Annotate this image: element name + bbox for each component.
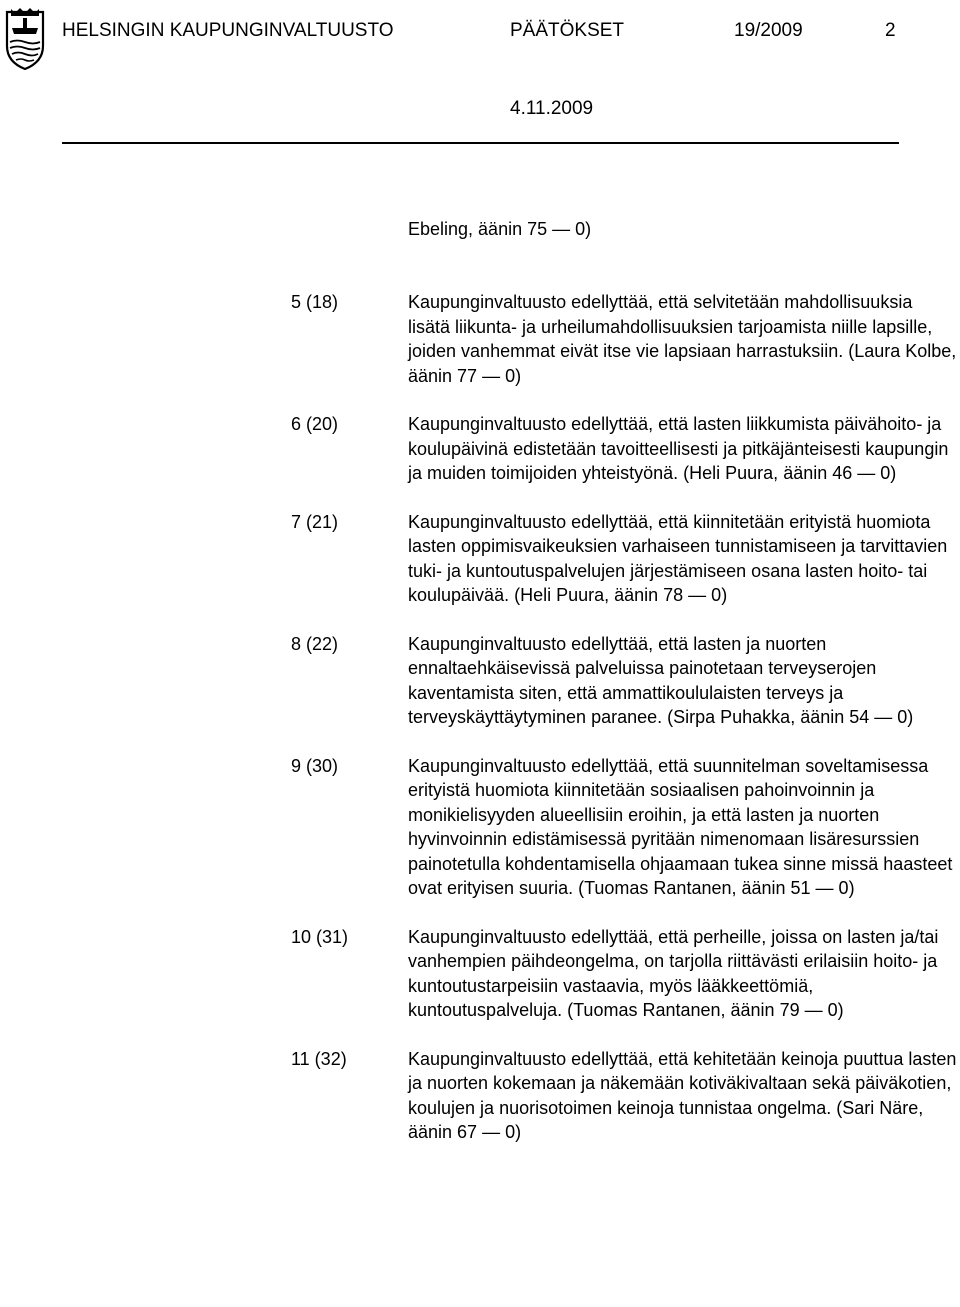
list-item — [0, 412, 960, 485]
list-item — [0, 632, 960, 730]
list-item — [0, 290, 960, 388]
item-number: 7 (21) — [291, 512, 339, 533]
lead-text: Ebeling, äänin 75 — 0) — [408, 219, 592, 239]
item-text: Kaupunginvaltuusto edellyttää, että lasten ja nuorten ennaltaehkäisevissä palveluissa painotetaan terveyserojen kaventamista siten, että ammattikoululaisten terveys ja terveyskäyttäytyminen paranee. (Sirpa Puhakka, äänin 54 — 0) — [408, 634, 914, 728]
header-issue: 19/2009 — [734, 20, 803, 41]
helsinki-crest-icon — [2, 6, 48, 72]
item-text: Kaupunginvaltuusto edellyttää, että lasten liikkumista päivähoito- ja koulupäivinä edistetään tavoitteellisesti ja pitkäjänteisesti kaupungin ja muiden toimijoiden yhteistyönä. (Heli Puura, äänin 46 — 0) — [408, 414, 949, 484]
list-item — [0, 1047, 960, 1145]
document-body — [0, 217, 960, 1169]
item-text: Kaupunginvaltuusto edellyttää, että suunnitelman soveltamisessa erityistä huomiota kiinnitetään sosiaalisen pahoinvoinnin ja monikielisyyden alueellisiin eroihin, ja että lasten ja nuorten hyvinvoinnin edistämisessä pyritään nimenomaan lisäresurssien painotetulla kohdentamisella ohjaamaan tukea sinne missä haasteet ovat erityisen suuria. (Tuomas Rantanen, äänin 51 — 0) — [408, 756, 953, 899]
header-doc-type: PÄÄTÖKSET — [510, 20, 625, 41]
header-city: HELSINGIN KAUPUNGINVALTUUSTO — [62, 20, 394, 41]
list-item — [0, 754, 960, 900]
item-text: Kaupunginvaltuusto edellyttää, että kehitetään keinoja puuttua lasten ja nuorten kokemaan ja näkemään kotiväkivaltaan sekä päiväkotien, koulujen ja nuorisotoimen keinoja tunnistaa ongelma. (Sari Näre, äänin 67 — 0) — [408, 1048, 957, 1143]
header-divider — [62, 142, 899, 144]
item-text: Kaupunginvaltuusto edellyttää, että selvitetään mahdollisuuksia lisätä liikunta- ja urheilumahdollisuuksien tarjoamista niille lapsille, joiden vanhemmat eivät itse vie lapsiaan harrastuksiin. (Laura Kolbe, äänin 77 — 0) — [408, 292, 957, 386]
item-number: 10 (31) — [291, 926, 349, 947]
item-number: 9 (30) — [291, 756, 339, 777]
item-text: Kaupunginvaltuusto edellyttää, että perheille, joissa on lasten ja/tai vanhempien päihdeongelma, on tarjolla riittävästi erilaisiin hoito- ja kuntoutustarpeisiin vastaavia, myös lääkkeettömiä, kuntoutuspalveluja. (Tuomas Rantanen, äänin 79 — 0) — [408, 926, 939, 1021]
item-number: 6 (20) — [291, 414, 339, 435]
list-item — [0, 510, 960, 608]
header-page-number: 2 — [885, 20, 896, 41]
item-number: 11 (32) — [291, 1048, 347, 1069]
item-text: Kaupunginvaltuusto edellyttää, että kiinnitetään erityistä huomiota lasten oppimisvaikeuksien varhaiseen tunnistamiseen ja tarvittavien tuki- ja kuntoutuspalvelujen järjestämiseen osana lasten hoito- tai koulupäivää. (Heli Puura, äänin 78 — 0) — [408, 512, 948, 606]
item-number: 8 (22) — [291, 634, 339, 655]
item-number: 5 (18) — [291, 292, 339, 313]
header-date: 4.11.2009 — [510, 98, 594, 119]
list-item — [0, 925, 960, 1023]
